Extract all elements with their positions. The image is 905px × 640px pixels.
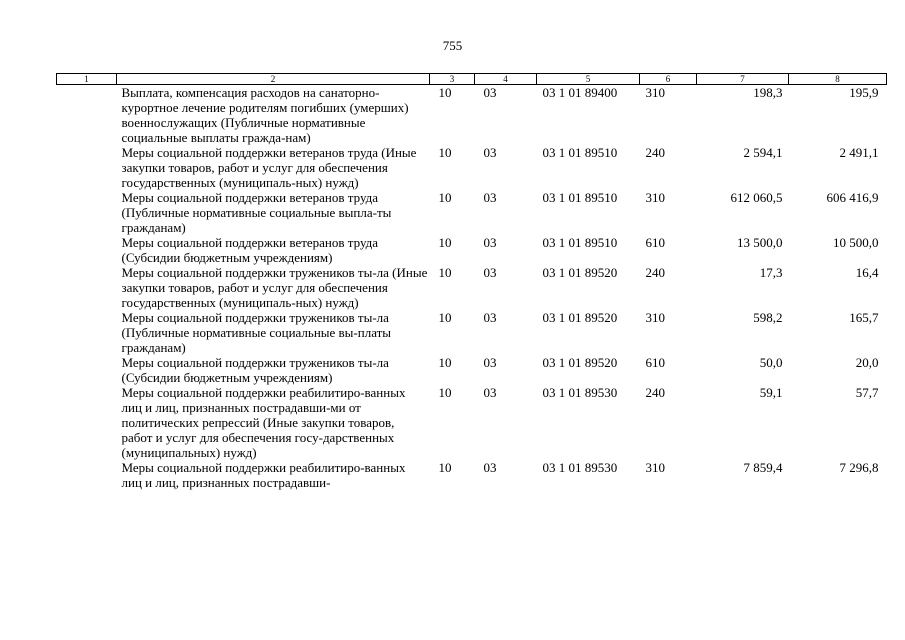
header-col-3: 3 [430,74,475,85]
cell-name: Меры социальной поддержки ветеранов труда (Публичные нормативные социальные выпла-ты гражданам) [121,190,392,235]
cell-name: Меры социальной поддержки тружеников ты-ла (Иные закупки товаров, работ и услуг для обеспечения государственных (муниципаль-ных) нужд) [121,265,428,310]
cell-amount-2: 195,9 [849,85,879,100]
cell-section: 10 [438,235,452,250]
table-row [57,190,887,235]
cell-name: Меры социальной поддержки ветеранов труда (Иные закупки товаров, работ и услуг для обеспечения государственных (муниципаль-ных) нужд) [121,145,417,190]
cell-amount-1: 17,3 [759,265,783,280]
cell-amount-1: 50,0 [759,355,783,370]
cell-name: Меры социальной поддержки тружеников ты-ла (Публичные нормативные социальные вы-платы гражданам) [121,310,392,355]
table-row [57,385,887,460]
cell-target-article: 03 1 01 89520 [542,355,618,370]
cell-expense-type: 240 [645,265,665,280]
cell-section: 10 [438,460,452,475]
table-row [57,235,887,265]
cell-blank [57,190,117,235]
cell-amount-2: 7 296,8 [839,460,879,475]
cell-blank [57,145,117,190]
cell-target-article: 03 1 01 89510 [542,190,618,205]
cell-subsection: 03 [483,310,497,325]
cell-section: 10 [438,145,452,160]
cell-target-article: 03 1 01 89510 [542,145,618,160]
header-col-1: 1 [57,74,117,85]
header-col-6: 6 [640,74,697,85]
cell-subsection: 03 [483,145,497,160]
cell-expense-type: 610 [645,355,665,370]
cell-expense-type: 310 [645,460,665,475]
cell-target-article: 03 1 01 89510 [542,235,618,250]
cell-section: 10 [438,265,452,280]
cell-amount-2: 10 500,0 [833,235,879,250]
page-number: 755 [442,38,463,53]
cell-amount-1: 198,3 [753,85,783,100]
cell-expense-type: 310 [645,85,665,100]
cell-expense-type: 310 [645,310,665,325]
cell-name: Меры социальной поддержки ветеранов труда (Субсидии бюджетным учреждениям) [121,235,379,265]
table-row [57,310,887,355]
cell-amount-2: 606 416,9 [826,190,879,205]
header-col-5: 5 [537,74,640,85]
cell-blank [57,385,117,460]
table-row [57,145,887,190]
cell-amount-1: 612 060,5 [730,190,783,205]
header-col-2: 2 [117,74,430,85]
table-row [57,460,887,490]
cell-name: Меры социальной поддержки тружеников ты-ла (Субсидии бюджетным учреждениям) [121,355,389,385]
cell-amount-1: 7 859,4 [743,460,783,475]
cell-amount-2: 2 491,1 [839,145,879,160]
table-header [57,74,887,85]
cell-amount-2: 57,7 [855,385,879,400]
table-row [57,355,887,385]
cell-name: Меры социальной поддержки реабилитиро-ванных лиц и лиц, признанных пострадавши-ми от политических репрессий (Иные закупки товаров, работ и услуг для обеспечения госу-дарственных (муниципальных) нужд) [121,385,406,460]
cell-name: Выплата, компенсация расходов на санаторно-курортное лечение родителям погибших (умерших) военнослужащих (Публичные нормативные социальные выплаты граждa-нам) [121,85,409,145]
cell-subsection: 03 [483,85,497,100]
cell-blank [57,355,117,385]
cell-amount-2: 20,0 [855,355,879,370]
cell-section: 10 [438,355,452,370]
cell-subsection: 03 [483,235,497,250]
header-col-7: 7 [697,74,789,85]
cell-amount-2: 165,7 [849,310,879,325]
cell-section: 10 [438,190,452,205]
cell-expense-type: 240 [645,145,665,160]
budget-table [56,73,887,490]
header-col-4: 4 [475,74,537,85]
cell-name: Меры социальной поддержки реабилитиро-ванных лиц и лиц, признанных пострадавши- [121,460,406,490]
cell-subsection: 03 [483,265,497,280]
cell-subsection: 03 [483,355,497,370]
cell-target-article: 03 1 01 89400 [542,85,618,100]
cell-expense-type: 310 [645,190,665,205]
header-col-8: 8 [789,74,887,85]
cell-section: 10 [438,385,452,400]
cell-section: 10 [438,85,452,100]
cell-amount-1: 2 594,1 [743,145,783,160]
cell-target-article: 03 1 01 89520 [542,310,618,325]
cell-subsection: 03 [483,385,497,400]
cell-blank [57,85,117,146]
table-row [57,265,887,310]
cell-blank [57,310,117,355]
table-row [57,85,887,146]
table-body [57,85,887,491]
cell-subsection: 03 [483,190,497,205]
cell-target-article: 03 1 01 89530 [542,460,618,475]
cell-amount-1: 598,2 [753,310,783,325]
cell-expense-type: 240 [645,385,665,400]
cell-subsection: 03 [483,460,497,475]
cell-expense-type: 610 [645,235,665,250]
cell-target-article: 03 1 01 89530 [542,385,618,400]
cell-blank [57,265,117,310]
cell-section: 10 [438,310,452,325]
cell-blank [57,235,117,265]
cell-amount-2: 16,4 [855,265,879,280]
cell-amount-1: 59,1 [759,385,783,400]
cell-blank [57,460,117,490]
cell-target-article: 03 1 01 89520 [542,265,618,280]
cell-amount-1: 13 500,0 [737,235,783,250]
